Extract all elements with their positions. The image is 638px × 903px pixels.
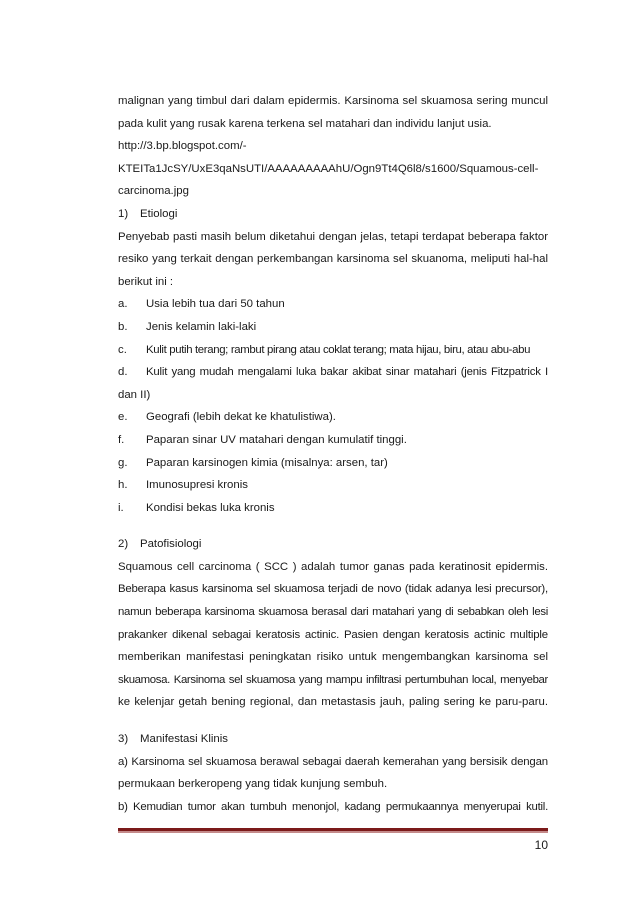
section-heading-patofisiologi <box>118 533 548 556</box>
paragraph-line: Beberapa kasus karsinoma sel skuamosa terjadi de novo (tidak adanya lesi precursor), <box>118 583 548 596</box>
list-text: Usia lebih tua dari 50 tahun <box>146 298 285 311</box>
list-text-continuation: dan II) <box>118 388 151 401</box>
page-content <box>118 90 548 818</box>
paragraph-line: resiko yang terkait dengan perkembangan karsinoma sel skuanoma, meliputi hal-hal <box>118 253 548 266</box>
list-marker: i. <box>118 501 124 514</box>
list-text: Paparan sinar UV matahari dengan kumulatif tinggi. <box>146 433 407 446</box>
paragraph-line: berikut ini : <box>118 275 174 288</box>
list-item <box>118 497 548 520</box>
spacer <box>118 519 548 533</box>
page-number: 10 <box>534 838 548 852</box>
list-text: Jenis kelamin laki-laki <box>146 320 257 333</box>
paragraph-line: a) Karsinoma sel skuamosa berawal sebagai daerah kemerahan yang bersisik dengan <box>118 755 548 768</box>
section-title: Manifestasi Klinis <box>140 733 228 746</box>
section-heading-etiologi <box>118 203 548 226</box>
list-marker: e. <box>118 411 128 424</box>
source-url-line: http://3.bp.blogspot.com/- <box>118 140 247 153</box>
section-number: 3) <box>118 733 129 746</box>
section-number: 1) <box>118 207 129 220</box>
section-title: Patofisiologi <box>140 538 202 551</box>
list-item <box>118 293 548 316</box>
section-title: Etiologi <box>140 207 178 220</box>
list-marker: d. <box>118 366 128 379</box>
list-marker: f. <box>118 433 125 446</box>
list-item <box>118 429 548 452</box>
list-text: Paparan karsinogen kimia (misalnya: arsen, tar) <box>146 456 388 469</box>
list-marker: c. <box>118 343 127 356</box>
paragraph-line: ke kelenjar getah bening regional, dan metastasis jauh, paling sering ke paru-paru. <box>118 696 548 709</box>
list-item <box>118 316 548 339</box>
spacer <box>118 714 548 728</box>
paragraph-line: skuamosa. Karsinoma sel skuamosa yang mampu infiltrasi pertumbuhan local, menyebar <box>118 673 548 686</box>
list-text: Kulit putih terang; rambut pirang atau coklat terang; mata hijau, biru, atau abu-abu <box>146 343 531 356</box>
intro-line: pada kulit yang rusak karena terkena sel matahari dan individu lanjut usia. <box>118 117 492 130</box>
paragraph-line: permukaan berkeropeng yang tidak kunjung sembuh. <box>118 778 388 791</box>
list-item <box>118 452 548 475</box>
list-marker: h. <box>118 479 128 492</box>
list-marker: a. <box>118 298 128 311</box>
source-url-line: carcinoma.jpg <box>118 185 189 198</box>
list-text: Kondisi bekas luka kronis <box>146 501 275 514</box>
paragraph-line: Squamous cell carcinoma ( SCC ) adalah tumor ganas pada keratinosit epidermis. <box>118 560 548 573</box>
intro-line: malignan yang timbul dari dalam epidermis. Karsinoma sel skuamosa sering muncul <box>118 95 548 107</box>
paragraph-line: b) Kemudian tumor akan tumbuh menonjol, kadang permukaannya menyerupai kutil. <box>118 800 548 813</box>
section-heading-manifestasi <box>118 728 548 751</box>
list-text: Geografi (lebih dekat ke khatulistiwa). <box>146 411 336 424</box>
paragraph-line: Penyebab pasti masih belum diketahui dengan jelas, tetapi terdapat beberapa faktor <box>118 230 548 243</box>
list-marker: g. <box>118 456 128 469</box>
list-marker: b. <box>118 320 128 333</box>
list-item <box>118 361 548 384</box>
paragraph-line: namun beberapa karsinoma skuamosa berasal dari matahari yang di sebabkan oleh lesi <box>118 606 548 619</box>
list-text: Kulit yang mudah mengalami luka bakar akibat sinar matahari (jenis Fitzpatrick I <box>146 366 548 379</box>
list-item <box>118 339 548 362</box>
list-item <box>118 474 548 497</box>
paragraph-line: prakanker dikenal sebagai keratosis actinic. Pasien dengan keratosis actinic multiple <box>118 628 548 641</box>
footer-rule <box>118 828 548 831</box>
section-number: 2) <box>118 538 129 551</box>
source-url-line: KTEITa1JcSY/UxE3qaNsUTI/AAAAAAAAAhU/Ogn9Tt4Q6l8/s1600/Squamous-cell- <box>118 162 539 175</box>
list-text: Imunosupresi kronis <box>146 479 248 492</box>
list-item <box>118 406 548 429</box>
paragraph-line: memberikan manifestasi peningkatan risiko untuk mengembangkan karsinoma sel <box>118 651 548 664</box>
